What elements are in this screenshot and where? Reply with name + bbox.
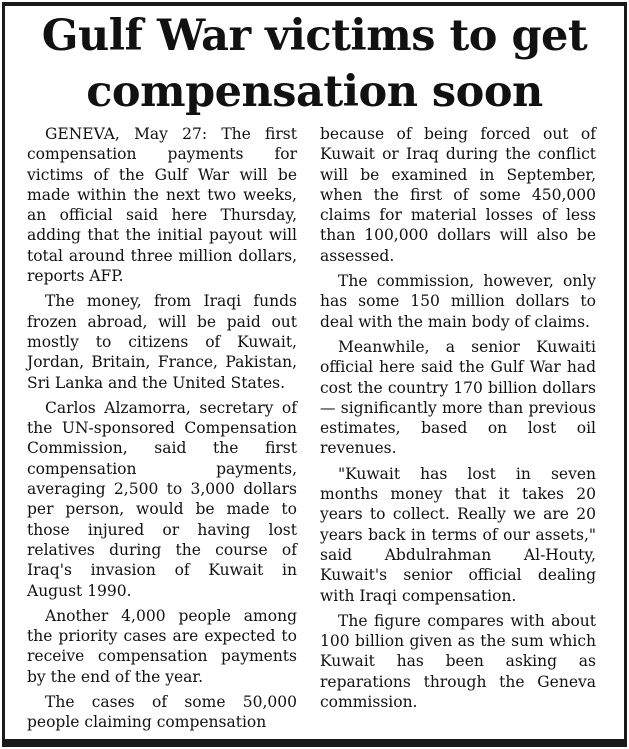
paragraph: Another 4,000 people among the priority cases are expected to receive compensation payments by the end of the year. [27, 606, 297, 686]
article-column-left [27, 124, 297, 738]
article-column-right [320, 124, 596, 717]
paragraph: "Kuwait has lost in seven months money that it takes 20 years to collect. Really we are 20 years back in terms of our assets," said Abdulrahman Al-Houty, Kuwait's senior official dealing with Iraqi compensation. [320, 464, 596, 605]
headline-line-1: Gulf War victims to get [41, 11, 588, 61]
paragraph: The commission, however, only has some 150 million dollars to deal with the main body of claims. [320, 272, 596, 331]
top-border-rule [4, 2, 625, 6]
paragraph-continued: because of being forced out of Kuwait or Iraq during the conflict will be examined in September, when the first of some 450,000 claims for material losses of less than 100,000 dollars will also be assessed. [320, 125, 596, 265]
paragraph: The cases of some 50,000 people claiming compensation [27, 693, 297, 732]
paragraph: Carlos Alzamorra, secretary of the UN-sponsored Compensation Commission, said the first compensation payments, averaging 2,500 to 3,000 dollars per person, would be made to those injured or having lost relatives during the course of Iraq's invasion of Kuwait in August 1990. [27, 398, 297, 600]
right-border-rule [624, 2, 627, 747]
bottom-border-rule [2, 739, 627, 747]
headline [10, 8, 619, 120]
paragraph: The money, from Iraqi funds frozen abroad, will be paid out mostly to citizens of Kuwait, Jordan, Britain, France, Pakistan, Sri Lanka and the United States. [27, 292, 297, 392]
paragraph: The figure compares with about 100 billion given as the sum which Kuwait has been asking as reparations through the Geneva commission. [320, 611, 596, 712]
paragraph: Meanwhile, a senior Kuwaiti official here said the Gulf War had cost the country 170 billion dollars — significantly more than previous estimates, based on lost oil revenues. [320, 337, 596, 458]
headline-line-2: compensation soon [86, 67, 543, 117]
paragraph-dateline: GENEVA, May 27: The first compensation payments for victims of the Gulf War will be made within the next two weeks, an official said here Thursday, adding that the initial payout will total around three million dollars, reports AFP. [27, 125, 297, 286]
left-border-rule [2, 2, 5, 747]
